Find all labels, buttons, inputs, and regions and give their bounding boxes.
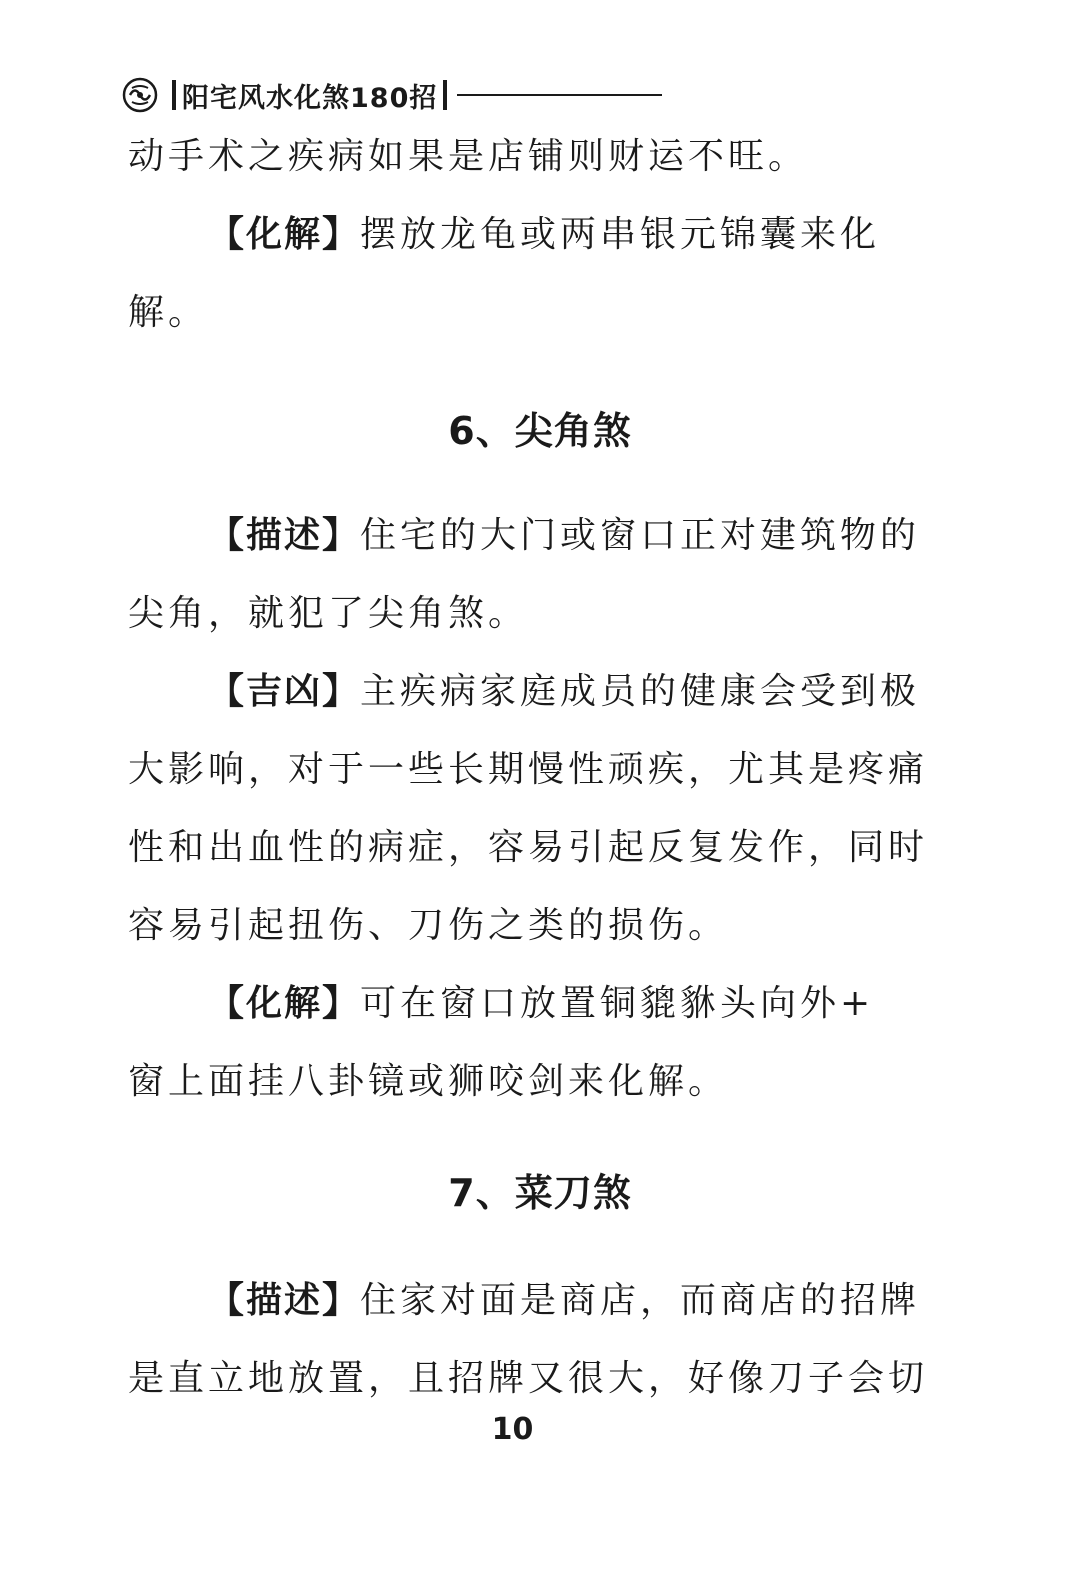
section-heading-6: 6、尖角煞 (448, 409, 632, 453)
remedy-paragraph (128, 965, 908, 1043)
desc-paragraph (128, 1262, 921, 1340)
page-number: 10 (491, 1412, 534, 1447)
omen-paragraph (128, 653, 921, 731)
ornament-icon (120, 75, 160, 115)
header-bar-right (443, 80, 447, 110)
text-line: 性和出血性的病症，容易引起反复发作，同时 (128, 827, 929, 868)
intro-block (128, 118, 908, 352)
text-line: 可在窗口放置铜貔貅头向外+ (360, 983, 875, 1024)
omen-tag: 【吉凶】 (208, 671, 361, 712)
text-line: 住家对面是商店，而商店的招牌 (360, 1280, 921, 1321)
desc-paragraph (128, 497, 921, 575)
text-line: 摆放龙龟或两串银元锦囊来化 (360, 214, 881, 255)
remedy-paragraph (128, 196, 908, 274)
book-title: 阳宅风水化煞180招 (182, 82, 438, 114)
text-line: 窗上面挂八卦镜或狮咬剑来化解。 (128, 1061, 729, 1102)
text-line: 容易引起扭伤、刀伤之类的损伤。 (128, 905, 729, 946)
remedy-tag: 【化解】 (208, 983, 361, 1024)
text-line: 住宅的大门或窗口正对建筑物的 (360, 515, 921, 556)
text-line: 尖角，就犯了尖角煞。 (128, 593, 529, 634)
section-heading-7: 7、菜刀煞 (448, 1171, 632, 1215)
section-6-body (128, 497, 929, 1121)
remedy-tag: 【化解】 (208, 214, 361, 255)
text-line: 大影响，对于一些长期慢性顽疾，尤其是疼痛 (128, 749, 929, 790)
text-line: 主疾病家庭成员的健康会受到极 (360, 671, 921, 712)
text-line: 是直立地放置，且招牌又很大，好像刀子会切 (128, 1358, 929, 1399)
text-line: 动手术之疾病如果是店铺则财运不旺。 (128, 136, 809, 177)
desc-tag: 【描述】 (208, 1280, 361, 1321)
header-bar-left (172, 80, 176, 110)
desc-tag: 【描述】 (208, 515, 361, 556)
text-line: 解。 (128, 292, 209, 333)
section-7-body (128, 1262, 929, 1418)
header-rule (457, 94, 662, 96)
running-header (120, 72, 662, 118)
